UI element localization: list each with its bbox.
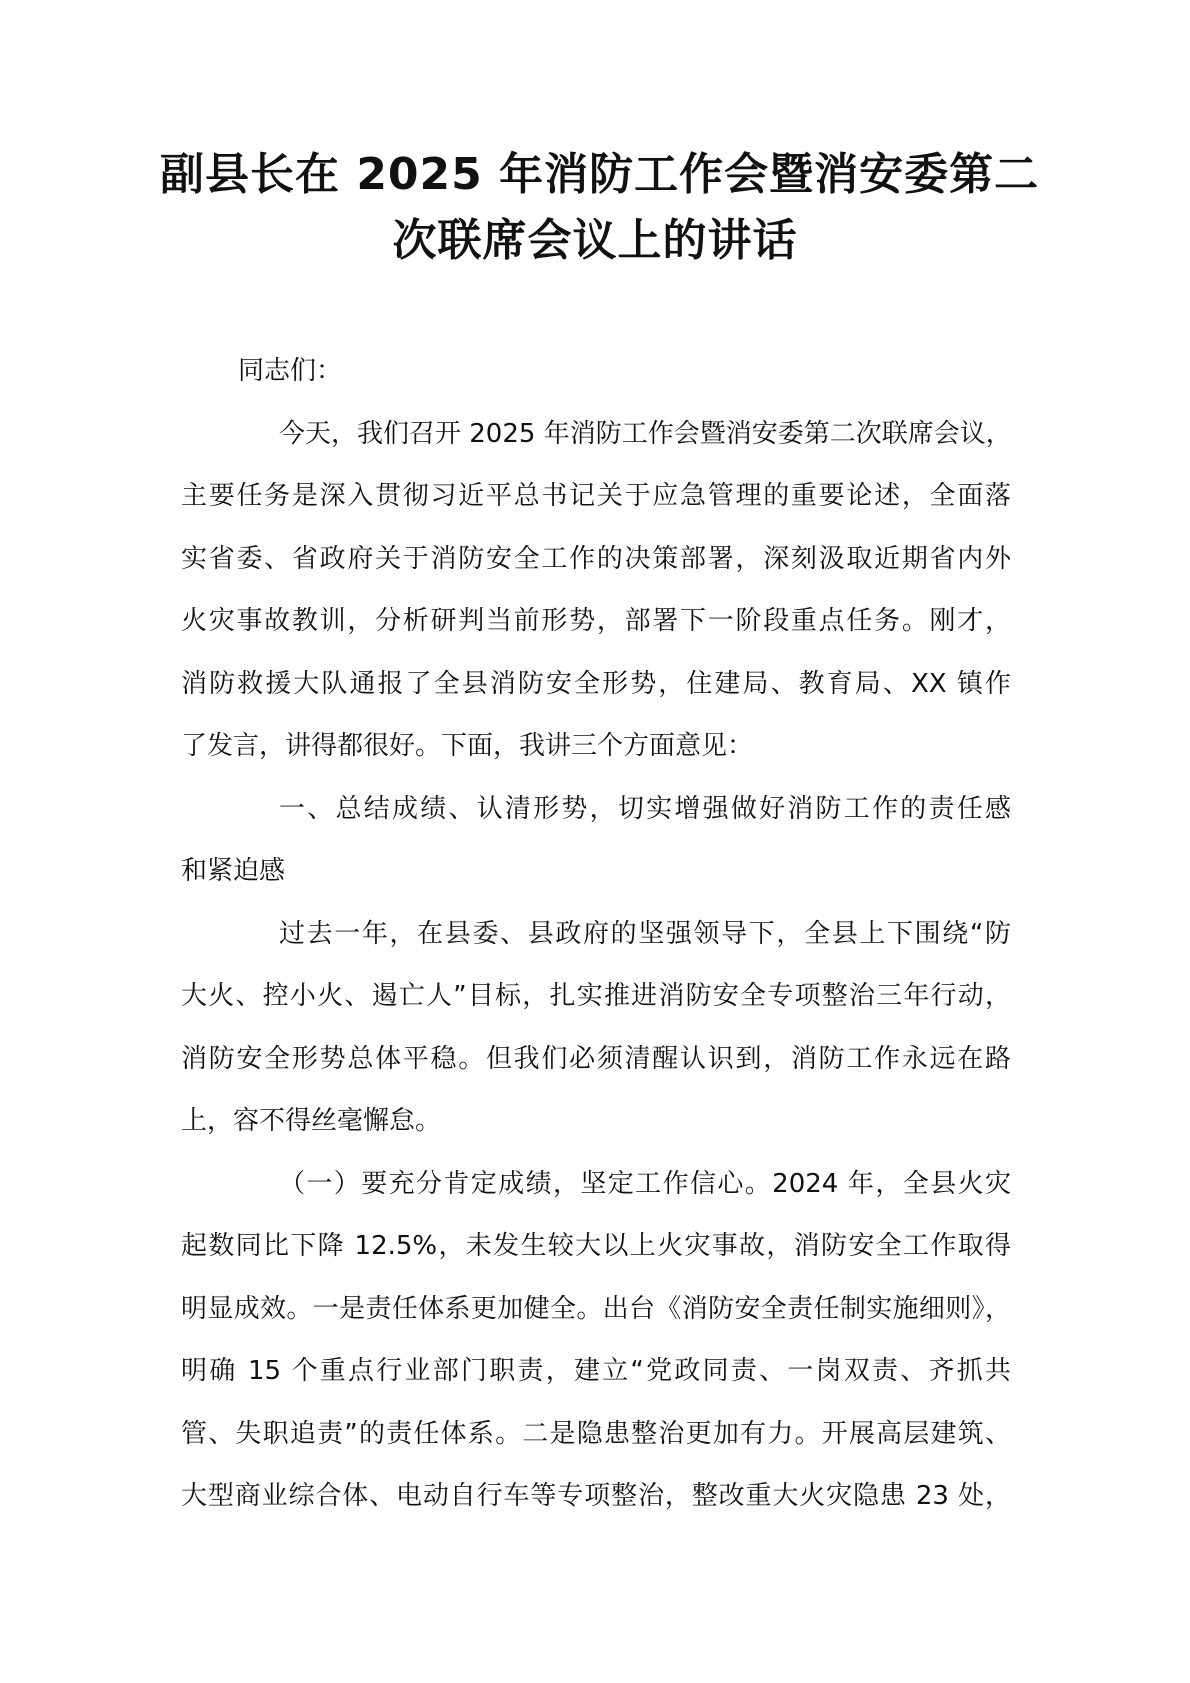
paragraph-opening <box>181 403 1011 778</box>
paragraph-line: 明显成效。一是责任体系更加健全。出台《消防安全责任制实施细则》， <box>181 1293 1011 1324</box>
title-line-1: 副县长在 2025 年消防工作会暨消安委第二 <box>160 149 1040 200</box>
paragraph-line: 实省委、省政府关于消防安全工作的决策部署，深刻汲取近期省内外 <box>181 543 1011 574</box>
paragraph-achievements <box>181 1153 1011 1528</box>
paragraph-line: 火灾事故教训，分析研判当前形势，部署下一阶段重点任务。刚才， <box>181 606 1011 636</box>
paragraph-line: （一）要充分肯定成绩，坚定工作信心。2024 年，全县火灾 <box>279 1168 1011 1199</box>
document-body <box>181 340 1011 1528</box>
paragraph-line: 主要任务是深入贯彻习近平总书记关于应急管理的重要论述，全面落 <box>181 481 1011 511</box>
paragraph-line: 消防安全形势总体平稳。但我们必须清醒认识到，消防工作永远在路 <box>181 1043 1011 1074</box>
document-title <box>160 142 1040 274</box>
paragraph-line: 管、失职追责”的责任体系。二是隐患整治更加有力。开展高层建筑、 <box>181 1418 1011 1449</box>
paragraph-line: 今天，我们召开 2025 年消防工作会暨消安委第二次联席会议， <box>279 418 1012 449</box>
paragraph-line: 过去一年，在县委、县政府的坚强领导下，全县上下围绕“防 <box>279 918 1011 949</box>
heading-line: 和紧迫感 <box>181 856 286 886</box>
paragraph-line: 大型商业综合体、电动自行车等专项整治，整改重大火灾隐患 23 处， <box>181 1481 1011 1511</box>
salutation: 同志们： <box>238 356 343 386</box>
paragraph-line: 明确 15 个重点行业部门职责，建立“党政同责、一岗双责、齐抓共 <box>181 1356 1011 1386</box>
paragraph-line: 起数同比下降 12.5%，未发生较大以上火灾事故，消防安全工作取得 <box>181 1231 1011 1261</box>
paragraph-line: 了发言，讲得都很好。下面，我讲三个方面意见： <box>181 731 754 761</box>
paragraph-line: 大火、控小火、遏亡人”目标，扎实推进消防安全专项整治三年行动， <box>181 981 1011 1011</box>
paragraph-past-year <box>181 903 1011 1153</box>
heading-line: 一、总结成绩、认清形势，切实增强做好消防工作的责任感 <box>279 793 1011 824</box>
paragraph-line: 消防救援大队通报了全县消防安全形势，住建局、教育局、XX 镇作 <box>181 668 1011 699</box>
section-heading-1 <box>181 778 1011 903</box>
paragraph-line: 上，容不得丝毫懈怠。 <box>181 1106 442 1136</box>
title-line-2: 次联席会议上的讲话 <box>392 215 798 266</box>
